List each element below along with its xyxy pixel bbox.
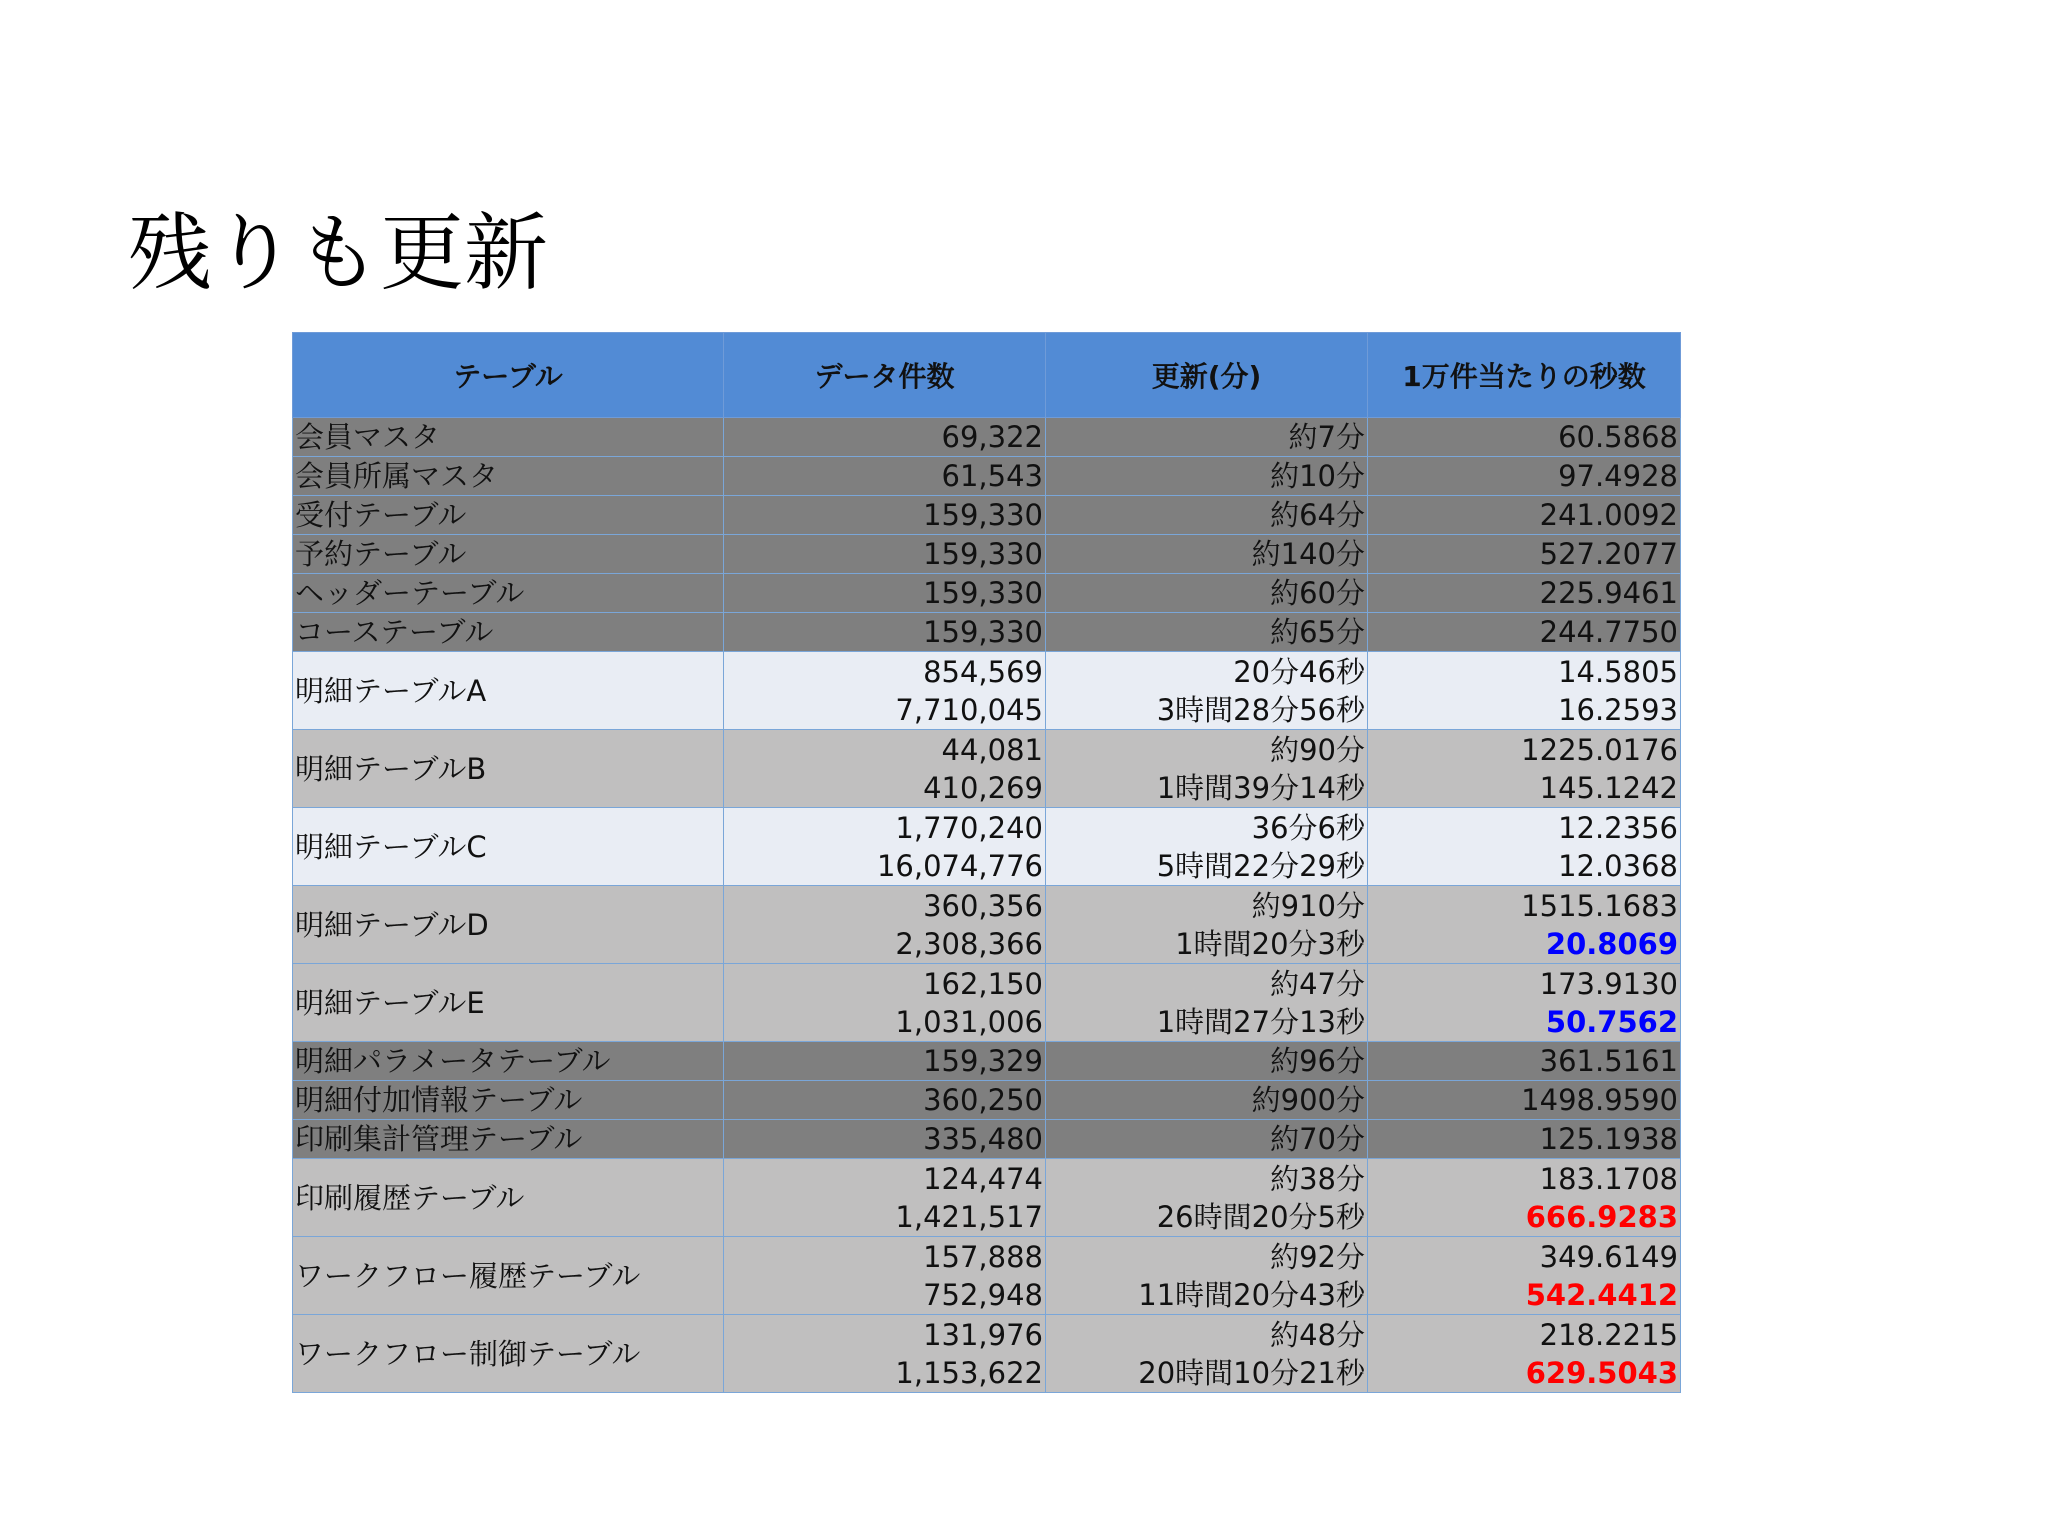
cell-secs-line: 542.4412: [1525, 1277, 1678, 1312]
cell-counts: [724, 1237, 1046, 1315]
cell-counts: [724, 1042, 1046, 1081]
cell-times-line: 約70分: [1270, 1122, 1365, 1156]
cell-counts: [724, 418, 1046, 457]
cell-secs-line: 241.0092: [1539, 498, 1678, 532]
cell-table-name: 受付テーブル: [293, 496, 724, 535]
cell-counts-line: 157,888: [923, 1239, 1043, 1274]
table-row: [293, 496, 1681, 535]
cell-counts-line: 360,250: [923, 1083, 1043, 1117]
cell-times: [1046, 1237, 1368, 1315]
cell-secs-line: 173.9130: [1539, 966, 1678, 1001]
cell-times-line: 約92分: [1270, 1239, 1365, 1274]
cell-counts-line: 16,074,776: [876, 848, 1043, 883]
cell-times-line: 11時間20分43秒: [1138, 1277, 1365, 1312]
cell-table-name: 会員マスタ: [293, 418, 724, 457]
cell-times-line: 26時間20分5秒: [1156, 1199, 1365, 1234]
table-row: [293, 1120, 1681, 1159]
cell-counts: [724, 808, 1046, 886]
cell-counts: [724, 1315, 1046, 1393]
cell-table-name: 印刷集計管理テーブル: [293, 1120, 724, 1159]
cell-secs-line: 16.2593: [1558, 692, 1678, 727]
cell-times: [1046, 1042, 1368, 1081]
cell-counts-line: 752,948: [923, 1277, 1043, 1312]
cell-secs-line: 1498.9590: [1521, 1083, 1678, 1117]
cell-table-name: 明細テーブルB: [293, 730, 724, 808]
cell-table-name: 明細テーブルC: [293, 808, 724, 886]
cell-secs: [1368, 1159, 1681, 1237]
cell-secs-line: 629.5043: [1525, 1355, 1678, 1390]
cell-secs: [1368, 652, 1681, 730]
table-row: [293, 1159, 1681, 1237]
table-row: [293, 1237, 1681, 1315]
cell-counts: [724, 1159, 1046, 1237]
cell-times-line: 約900分: [1251, 1083, 1365, 1117]
cell-secs-line: 361.5161: [1539, 1044, 1678, 1078]
cell-secs: [1368, 613, 1681, 652]
cell-times-line: 36分6秒: [1251, 810, 1365, 845]
cell-times-line: 約140分: [1251, 537, 1365, 571]
cell-times: [1046, 652, 1368, 730]
cell-times: [1046, 1120, 1368, 1159]
cell-secs-line: 183.1708: [1539, 1161, 1678, 1196]
cell-times-line: 20分46秒: [1233, 654, 1365, 689]
cell-times-line: 約10分: [1270, 459, 1365, 493]
cell-counts-line: 124,474: [923, 1161, 1043, 1196]
table-row: [293, 886, 1681, 964]
cell-times-line: 1時間39分14秒: [1156, 770, 1365, 805]
cell-table-name: 明細テーブルE: [293, 964, 724, 1042]
cell-times: [1046, 730, 1368, 808]
cell-counts: [724, 574, 1046, 613]
cell-secs: [1368, 418, 1681, 457]
cell-table-name: ヘッダーテーブル: [293, 574, 724, 613]
cell-secs-line: 60.5868: [1558, 420, 1678, 454]
table-header: [293, 333, 1681, 418]
cell-secs: [1368, 1081, 1681, 1120]
cell-secs-line: 97.4928: [1558, 459, 1678, 493]
header-update-time: 更新(分): [1046, 333, 1368, 418]
table-row: [293, 418, 1681, 457]
table-row: [293, 613, 1681, 652]
cell-counts-line: 159,330: [923, 576, 1043, 610]
header-record-count: データ件数: [724, 333, 1046, 418]
cell-counts: [724, 886, 1046, 964]
cell-counts: [724, 964, 1046, 1042]
cell-counts: [724, 535, 1046, 574]
cell-times-line: 約38分: [1270, 1161, 1365, 1196]
table-row: [293, 1081, 1681, 1120]
cell-secs: [1368, 574, 1681, 613]
cell-secs: [1368, 535, 1681, 574]
cell-table-name: 明細テーブルD: [293, 886, 724, 964]
cell-counts-line: 159,330: [923, 615, 1043, 649]
cell-times: [1046, 535, 1368, 574]
cell-secs: [1368, 1315, 1681, 1393]
cell-counts-line: 335,480: [923, 1122, 1043, 1156]
table-row: [293, 964, 1681, 1042]
cell-counts-line: 159,329: [923, 1044, 1043, 1078]
cell-counts-line: 44,081: [941, 732, 1043, 767]
cell-secs-line: 349.6149: [1539, 1239, 1678, 1274]
cell-secs-line: 145.1242: [1539, 770, 1678, 805]
cell-secs: [1368, 1120, 1681, 1159]
cell-secs: [1368, 964, 1681, 1042]
cell-times-line: 20時間10分21秒: [1138, 1355, 1365, 1390]
header-table-name: テーブル: [293, 333, 724, 418]
cell-times-line: 約47分: [1270, 966, 1365, 1001]
cell-secs-line: 1225.0176: [1521, 732, 1678, 767]
cell-counts-line: 131,976: [923, 1317, 1043, 1352]
cell-secs-line: 12.0368: [1558, 848, 1678, 883]
update-timing-table: [292, 332, 1681, 1393]
cell-table-name: 明細パラメータテーブル: [293, 1042, 724, 1081]
cell-secs-line: 244.7750: [1539, 615, 1678, 649]
cell-times: [1046, 1081, 1368, 1120]
cell-times-line: 約65分: [1270, 615, 1365, 649]
cell-secs: [1368, 1237, 1681, 1315]
cell-times: [1046, 574, 1368, 613]
cell-times-line: 約64分: [1270, 498, 1365, 532]
table-row: [293, 1042, 1681, 1081]
cell-secs-line: 14.5805: [1558, 654, 1678, 689]
cell-times-line: 1時間27分13秒: [1156, 1004, 1365, 1039]
cell-counts-line: 360,356: [923, 888, 1043, 923]
cell-times: [1046, 808, 1368, 886]
cell-secs-line: 1515.1683: [1521, 888, 1678, 923]
cell-times-line: 約96分: [1270, 1044, 1365, 1078]
table-row: [293, 1315, 1681, 1393]
cell-times: [1046, 457, 1368, 496]
cell-times-line: 3時間28分56秒: [1156, 692, 1365, 727]
cell-counts: [724, 652, 1046, 730]
table-row: [293, 457, 1681, 496]
cell-secs: [1368, 730, 1681, 808]
cell-table-name: 明細テーブルA: [293, 652, 724, 730]
cell-times-line: 約60分: [1270, 576, 1365, 610]
cell-secs: [1368, 886, 1681, 964]
cell-counts: [724, 613, 1046, 652]
cell-counts-line: 1,421,517: [895, 1199, 1043, 1234]
cell-counts-line: 61,543: [941, 459, 1043, 493]
cell-secs-line: 527.2077: [1539, 537, 1678, 571]
table-row: [293, 535, 1681, 574]
cell-times: [1046, 496, 1368, 535]
cell-table-name: 印刷履歴テーブル: [293, 1159, 724, 1237]
cell-times-line: 5時間22分29秒: [1156, 848, 1365, 883]
cell-counts-line: 1,770,240: [895, 810, 1043, 845]
cell-secs-line: 50.7562: [1545, 1004, 1678, 1039]
cell-secs-line: 218.2215: [1539, 1317, 1678, 1352]
cell-secs-line: 12.2356: [1558, 810, 1678, 845]
slide-title: 残りも更新: [128, 204, 549, 302]
cell-times: [1046, 1159, 1368, 1237]
cell-counts-line: 7,710,045: [895, 692, 1043, 727]
cell-counts: [724, 1120, 1046, 1159]
cell-counts-line: 854,569: [923, 654, 1043, 689]
cell-times: [1046, 964, 1368, 1042]
cell-secs: [1368, 496, 1681, 535]
cell-table-name: 予約テーブル: [293, 535, 724, 574]
cell-counts: [724, 457, 1046, 496]
cell-times-line: 約910分: [1251, 888, 1365, 923]
table-row: [293, 574, 1681, 613]
cell-counts-line: 159,330: [923, 498, 1043, 532]
table-body: [293, 418, 1681, 1393]
cell-counts-line: 162,150: [923, 966, 1043, 1001]
cell-counts-line: 410,269: [923, 770, 1043, 805]
cell-table-name: ワークフロー制御テーブル: [293, 1315, 724, 1393]
header-row: [293, 333, 1681, 418]
cell-times-line: 1時間20分3秒: [1175, 926, 1365, 961]
table-row: [293, 730, 1681, 808]
header-seconds-per-10k: 1万件当たりの秒数: [1368, 333, 1681, 418]
cell-times: [1046, 1315, 1368, 1393]
cell-secs-line: 666.9283: [1525, 1199, 1678, 1234]
cell-secs: [1368, 808, 1681, 886]
cell-secs: [1368, 1042, 1681, 1081]
cell-secs-line: 225.9461: [1539, 576, 1678, 610]
cell-times: [1046, 418, 1368, 457]
cell-times-line: 約48分: [1270, 1317, 1365, 1352]
cell-counts-line: 1,031,006: [895, 1004, 1043, 1039]
cell-times: [1046, 886, 1368, 964]
table-row: [293, 652, 1681, 730]
cell-times: [1046, 613, 1368, 652]
cell-times-line: 約7分: [1288, 420, 1365, 454]
cell-secs-line: 125.1938: [1539, 1122, 1678, 1156]
cell-secs-line: 20.8069: [1545, 926, 1678, 961]
cell-counts-line: 1,153,622: [895, 1355, 1043, 1390]
cell-table-name: 明細付加情報テーブル: [293, 1081, 724, 1120]
cell-table-name: ワークフロー履歴テーブル: [293, 1237, 724, 1315]
cell-secs: [1368, 457, 1681, 496]
table-row: [293, 808, 1681, 886]
cell-counts: [724, 496, 1046, 535]
cell-counts-line: 2,308,366: [895, 926, 1043, 961]
cell-counts-line: 69,322: [941, 420, 1043, 454]
cell-counts-line: 159,330: [923, 537, 1043, 571]
cell-table-name: コーステーブル: [293, 613, 724, 652]
cell-times-line: 約90分: [1270, 732, 1365, 767]
cell-counts: [724, 730, 1046, 808]
cell-table-name: 会員所属マスタ: [293, 457, 724, 496]
cell-counts: [724, 1081, 1046, 1120]
